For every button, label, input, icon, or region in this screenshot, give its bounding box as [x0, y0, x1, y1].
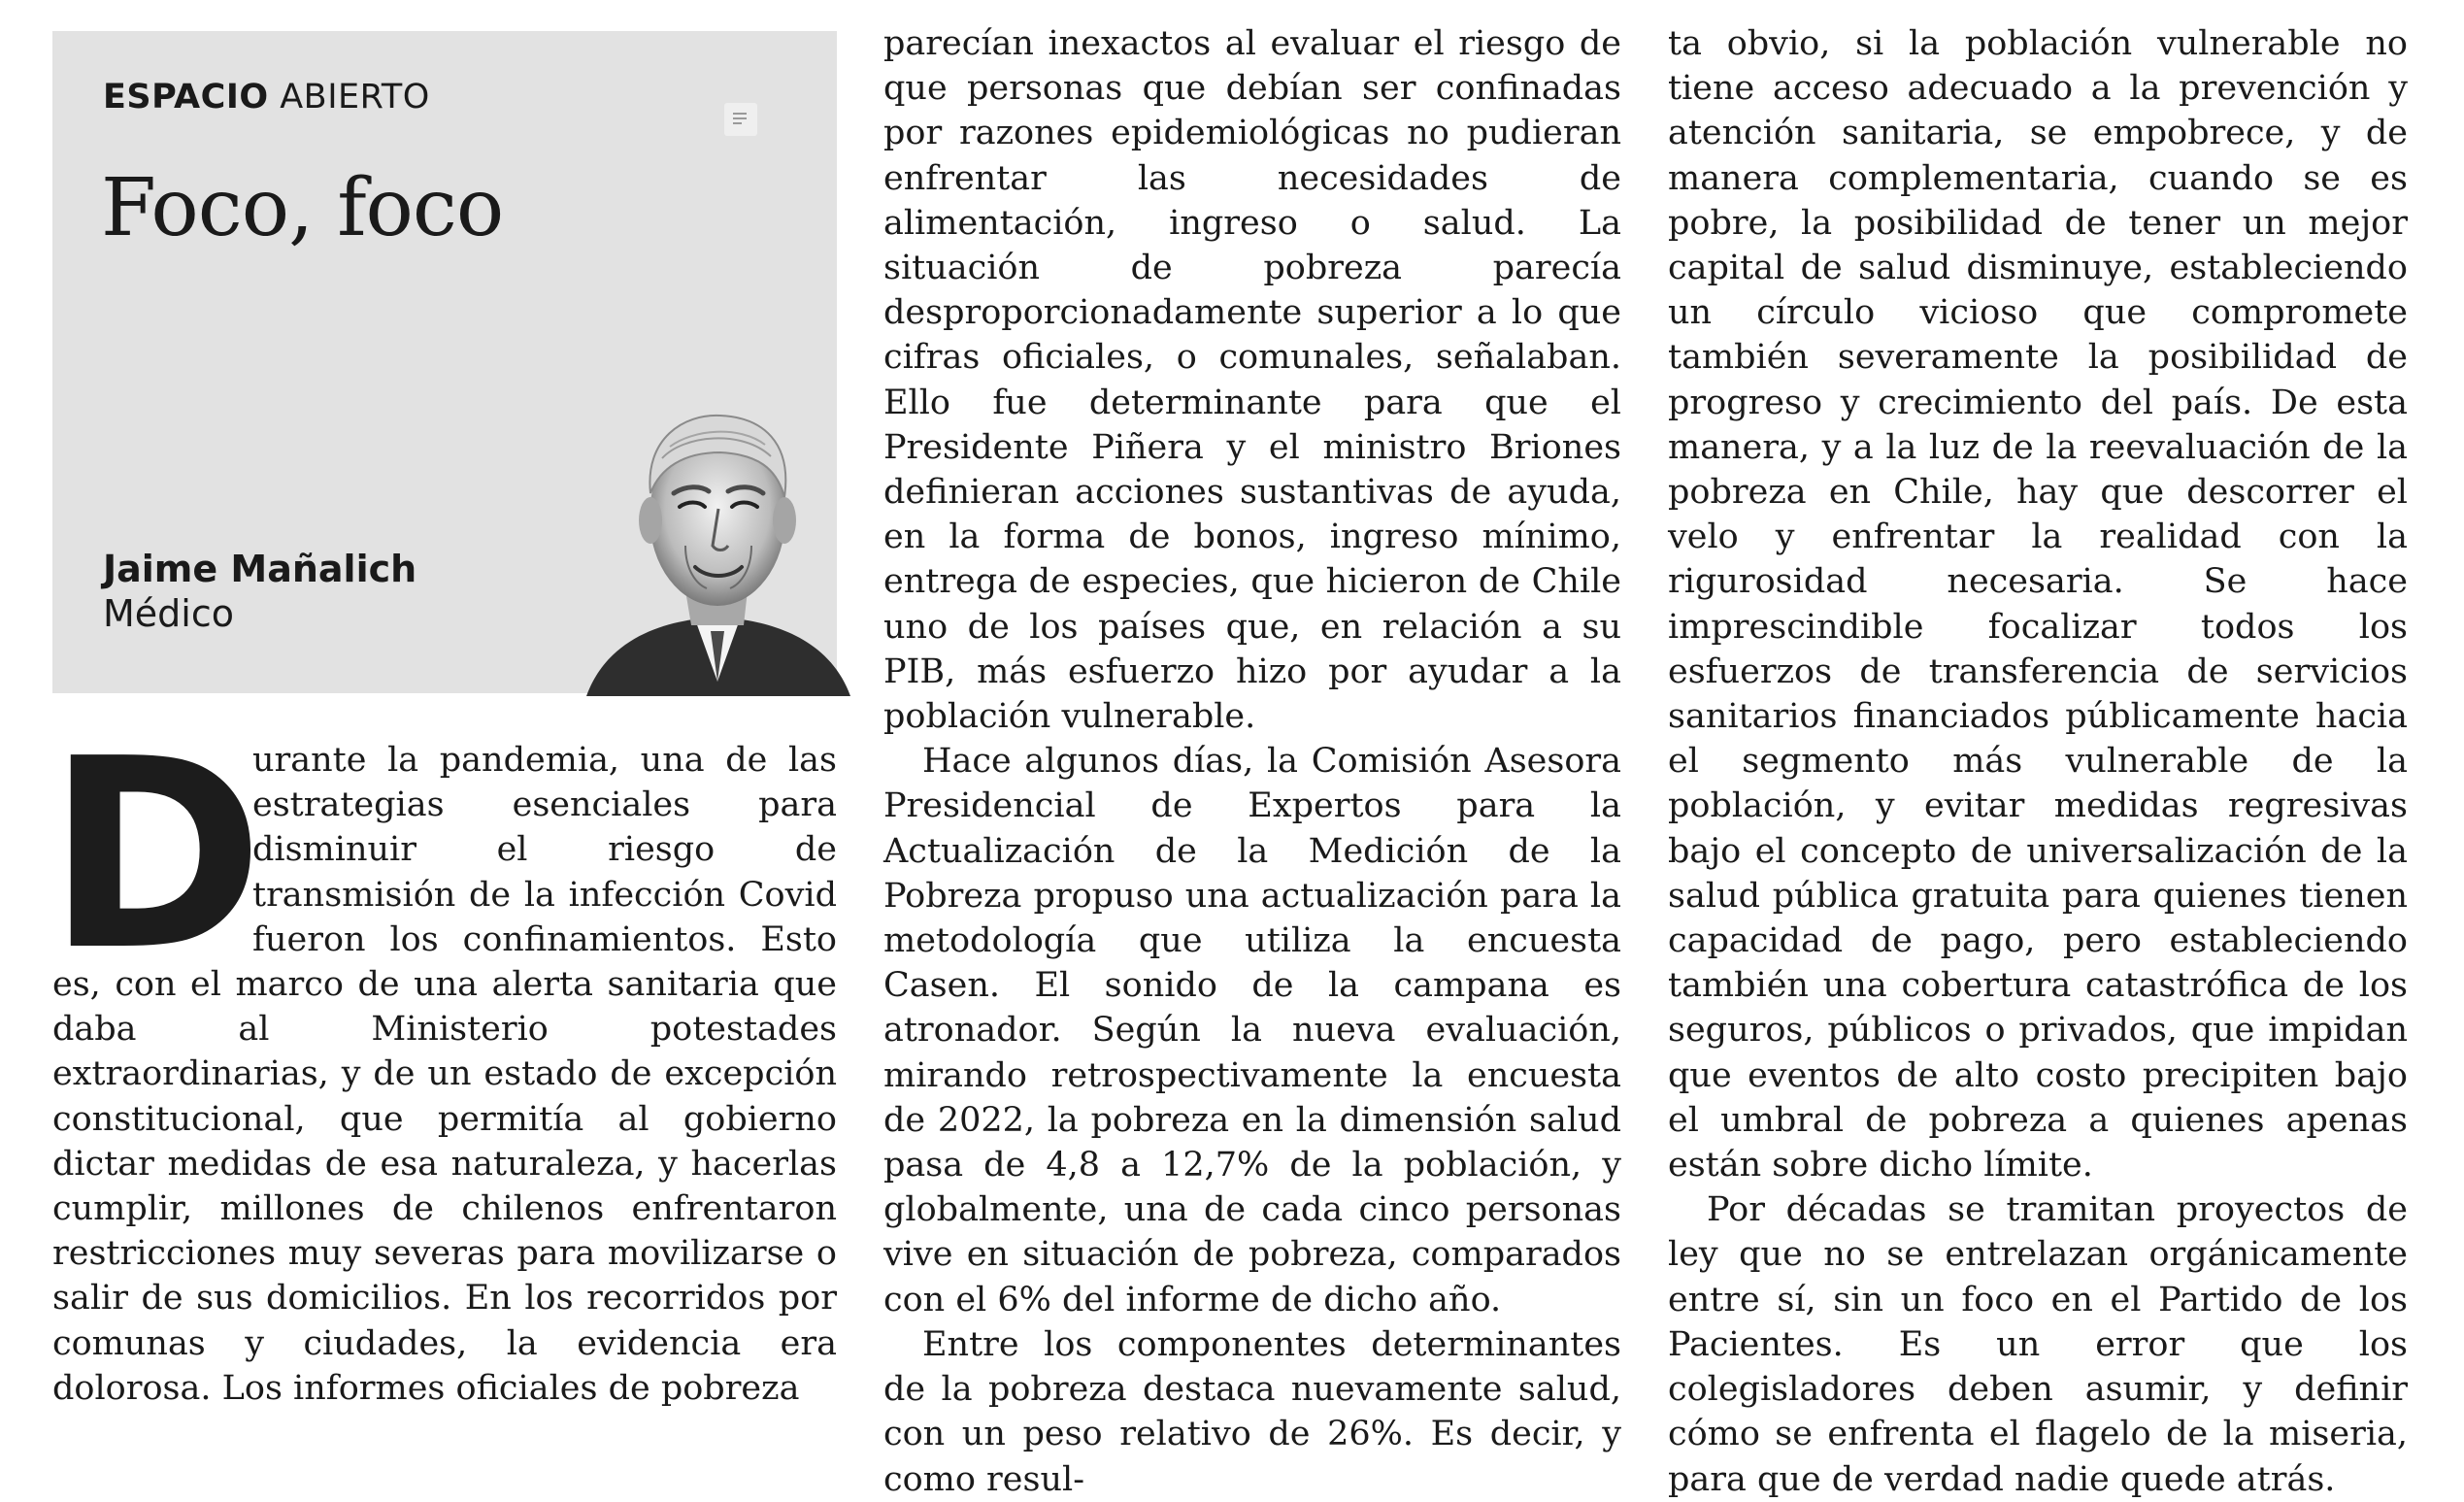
- dropcap-letter: D: [47, 702, 265, 1008]
- article-column-2: [883, 21, 1621, 1502]
- article-paragraph: Hace algunos días, la Comisión Asesora Presidencial de Expertos para la Actualización de la Medición de la Pobreza propuso una actualización para la metodología que utiliza la encuesta Casen. El sonido de la campana es atronador. Según la nueva evaluación, mirando retrospectivamente la encuesta de 2022, la pobreza en la dimensión salud pasa de 4,8 a 12,7% de la población, y globalmente, una de cada cinco personas vive en situación de pobreza, comparados con el 6% del informe de dicho año.: [883, 742, 1621, 1319]
- article-paragraph: Por décadas se tramitan proyectos de ley que no se entrelazan orgánicamente entre sí, sin un foco en el Partido de los Pacientes. Es un error que los colegisladores deben asumir, y definir cómo se enfrenta el flagelo de la miseria, para que de verdad nadie quede atrás.: [1668, 1190, 2408, 1499]
- author-portrait: [577, 400, 858, 701]
- headline: Foco, foco: [101, 162, 504, 254]
- section-label-light: ABIERTO: [268, 78, 430, 117]
- section-label: [103, 78, 430, 117]
- dropcap: [47, 702, 265, 1008]
- article-paragraph: Entre los componentes determinantes de la pobreza destaca nuevamente salud, con un peso relativo de 26%. Es decir, y como resul-: [883, 1324, 1621, 1499]
- article-paragraph: urante la pandemia, una de las estrategias esenciales para disminuir el riesgo de transmisión de la infección Covid fueron los confinamientos. Esto es, con el marco de una alerta sanitaria que daba al Ministerio potestades extraordinarias, y de un estado de excepción constitucional, que permitía al gobierno dictar medidas de esa naturaleza, y hacerlas cumplir, millones de chilenos enfrentaron restricciones muy severas para movilizarse o salir de sus domicilios. En los recorridos por comunas y ciudades, la evidencia era dolorosa. Los informes oficiales de pobreza: [52, 741, 837, 1408]
- article-column-3: [1668, 21, 2408, 1502]
- section-label-strong: ESPACIO: [103, 78, 269, 117]
- author-role: Médico: [103, 592, 234, 635]
- article-column-1: [47, 702, 837, 1411]
- article-paragraph: ta obvio, si la población vulnerable no tiene acceso adecuado a la prevención y atención sanitaria, se empobrece, y de manera complementaria, cuando se es pobre, la posibilidad de tener un mejor capital de salud disminuye, estableciendo un círculo vicioso que compromete también severamente la posibilidad de progreso y crecimiento del país. De esta manera, y a la luz de la reevaluación de la pobreza en Chile, hay que descorrer el velo y enfrentar la realidad con la rigurosidad necesaria. Se hace imprescindible focalizar todos los esfuerzos de transferencia de servicios sanitarios financiados públicamente hacia el segmento más vulnerable de la población, y evitar medidas regresivas bajo el concepto de universalización de la salud pública gratuita para quienes tienen capacidad de pago, pero estableciendo también una cobertura catastrófica de los seguros, públicos o privados, que impidan que eventos de alto costo precipiten bajo el umbral de pobreza a quienes apenas están sobre dicho límite.: [1668, 24, 2408, 1185]
- article-paragraph: parecían inexactos al evaluar el riesgo de que personas que debían ser confinadas por razones epidemiológicas no pudieran enfrentar las necesidades de alimentación, ingreso o salud. La situación de pobreza parecía desproporcionadamente superior a lo que cifras oficiales, o comunales, señalaban. Ello fue determinante para que el Presidente Piñera y el ministro Briones definieran acciones sustantivas de ayuda, en la forma de bonos, ingreso mínimo, entrega de especies, que hicieron de Chile uno de los países que, en relación a su PIB, más esfuerzo hizo por ayudar a la población vulnerable.: [883, 24, 1621, 737]
- note-icon[interactable]: [724, 103, 757, 136]
- column-header-box: [52, 31, 837, 693]
- author-name: Jaime Mañalich: [103, 548, 417, 590]
